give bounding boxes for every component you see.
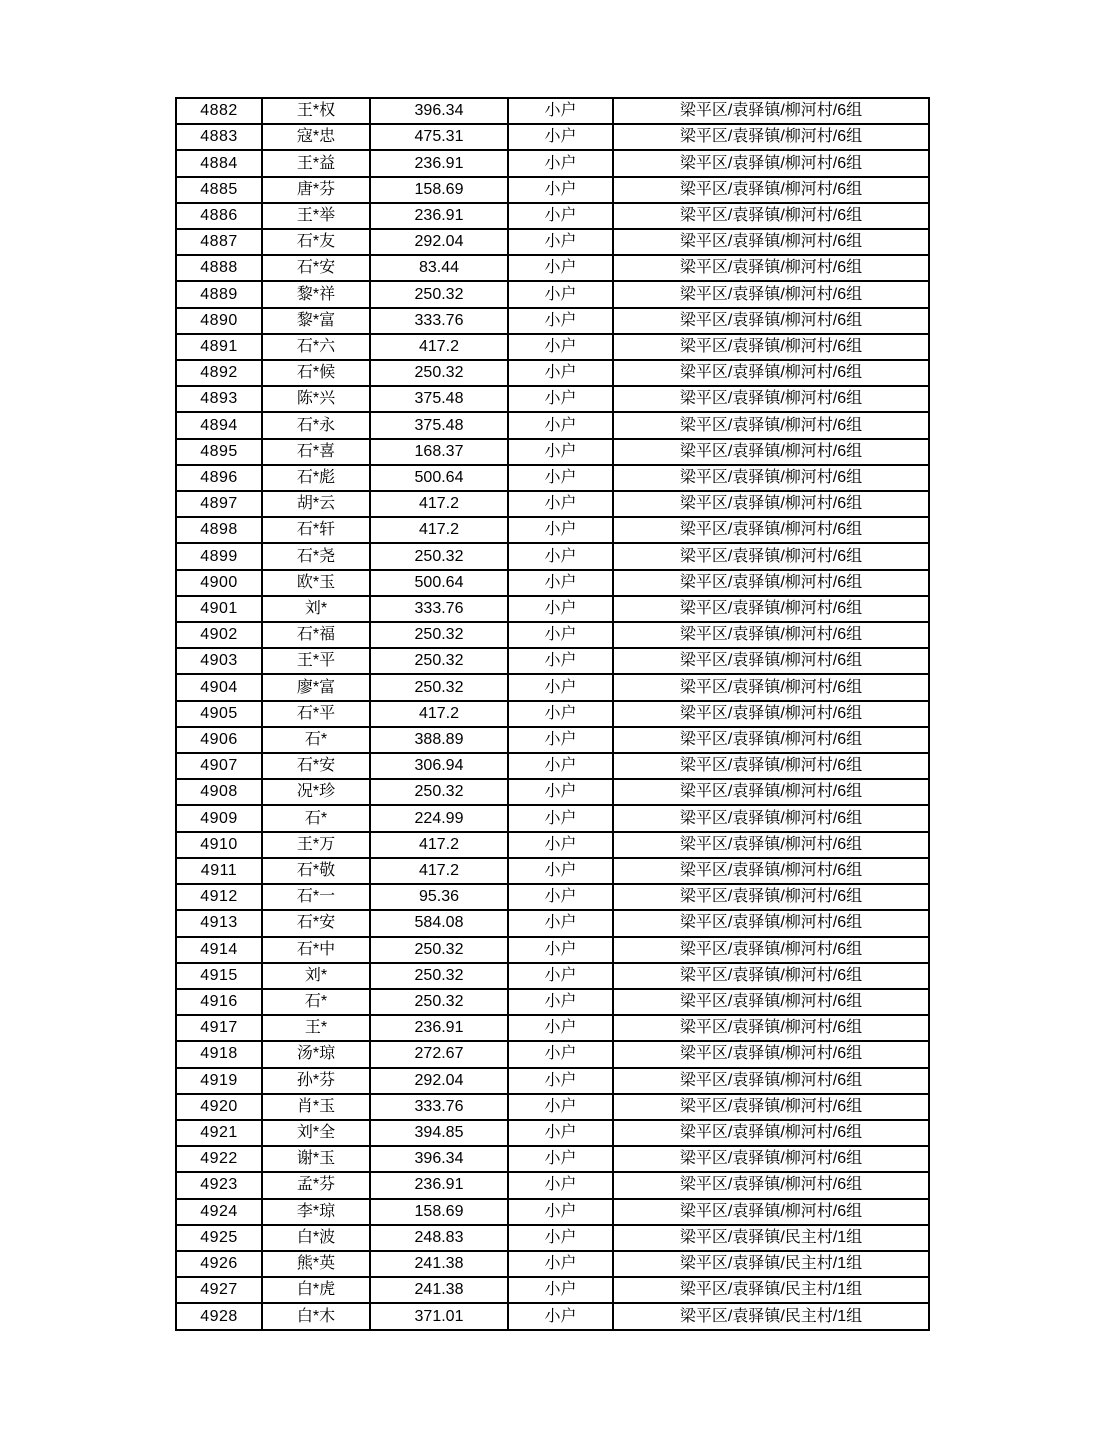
table-row (176, 674, 929, 700)
cell-amount: 388.89 (370, 727, 508, 753)
cell-id: 4919 (176, 1068, 262, 1094)
cell-amount: 95.36 (370, 884, 508, 910)
cell-location: 梁平区/袁驿镇/柳河村/6组 (613, 701, 929, 727)
cell-name: 谢*玉 (262, 1146, 370, 1172)
cell-location: 梁平区/袁驿镇/柳河村/6组 (613, 150, 929, 176)
cell-id: 4902 (176, 622, 262, 648)
cell-location: 梁平区/袁驿镇/柳河村/6组 (613, 753, 929, 779)
cell-type: 小户 (508, 150, 613, 176)
cell-location: 梁平区/袁驿镇/柳河村/6组 (613, 308, 929, 334)
cell-id: 4921 (176, 1120, 262, 1146)
cell-type: 小户 (508, 1146, 613, 1172)
cell-location: 梁平区/袁驿镇/柳河村/6组 (613, 910, 929, 936)
table-row (176, 1225, 929, 1251)
cell-name: 石*安 (262, 910, 370, 936)
cell-location: 梁平区/袁驿镇/柳河村/6组 (613, 858, 929, 884)
cell-amount: 250.32 (370, 779, 508, 805)
cell-name: 石*喜 (262, 439, 370, 465)
cell-location: 梁平区/袁驿镇/柳河村/6组 (613, 1094, 929, 1120)
table-row (176, 963, 929, 989)
cell-type: 小户 (508, 334, 613, 360)
cell-type: 小户 (508, 622, 613, 648)
cell-amount: 241.38 (370, 1251, 508, 1277)
cell-id: 4925 (176, 1225, 262, 1251)
cell-name: 刘* (262, 963, 370, 989)
cell-id: 4910 (176, 832, 262, 858)
cell-name: 唐*芬 (262, 177, 370, 203)
cell-location: 梁平区/袁驿镇/柳河村/6组 (613, 203, 929, 229)
table-row (176, 1094, 929, 1120)
cell-location: 梁平区/袁驿镇/柳河村/6组 (613, 386, 929, 412)
cell-type: 小户 (508, 1303, 613, 1330)
cell-amount: 417.2 (370, 832, 508, 858)
cell-name: 白*木 (262, 1303, 370, 1330)
cell-name: 石*安 (262, 255, 370, 281)
table-row (176, 910, 929, 936)
cell-amount: 371.01 (370, 1303, 508, 1330)
cell-amount: 83.44 (370, 255, 508, 281)
cell-amount: 417.2 (370, 517, 508, 543)
cell-type: 小户 (508, 1199, 613, 1225)
cell-amount: 236.91 (370, 1172, 508, 1198)
table-row (176, 570, 929, 596)
cell-name: 王*权 (262, 98, 370, 124)
cell-id: 4894 (176, 412, 262, 438)
table-row (176, 1120, 929, 1146)
cell-name: 寇*忠 (262, 124, 370, 150)
cell-id: 4905 (176, 701, 262, 727)
cell-type: 小户 (508, 1120, 613, 1146)
cell-location: 梁平区/袁驿镇/柳河村/6组 (613, 281, 929, 307)
cell-type: 小户 (508, 124, 613, 150)
cell-location: 梁平区/袁驿镇/柳河村/6组 (613, 177, 929, 203)
cell-type: 小户 (508, 308, 613, 334)
cell-amount: 250.32 (370, 360, 508, 386)
cell-type: 小户 (508, 98, 613, 124)
table-row (176, 1277, 929, 1303)
cell-location: 梁平区/袁驿镇/柳河村/6组 (613, 412, 929, 438)
table-row (176, 334, 929, 360)
cell-name: 石*尧 (262, 543, 370, 569)
cell-type: 小户 (508, 648, 613, 674)
table-row (176, 150, 929, 176)
cell-name: 石*友 (262, 229, 370, 255)
cell-name: 黎*富 (262, 308, 370, 334)
cell-type: 小户 (508, 753, 613, 779)
cell-type: 小户 (508, 543, 613, 569)
table-row (176, 701, 929, 727)
records-table-body (176, 98, 929, 1330)
table-row (176, 832, 929, 858)
cell-name: 孙*芬 (262, 1068, 370, 1094)
cell-type: 小户 (508, 858, 613, 884)
cell-type: 小户 (508, 1094, 613, 1120)
cell-location: 梁平区/袁驿镇/民主村/1组 (613, 1251, 929, 1277)
table-row (176, 203, 929, 229)
cell-name: 石*候 (262, 360, 370, 386)
cell-location: 梁平区/袁驿镇/柳河村/6组 (613, 779, 929, 805)
cell-amount: 250.32 (370, 963, 508, 989)
cell-location: 梁平区/袁驿镇/民主村/1组 (613, 1225, 929, 1251)
cell-location: 梁平区/袁驿镇/柳河村/6组 (613, 255, 929, 281)
table-row (176, 596, 929, 622)
cell-location: 梁平区/袁驿镇/民主村/1组 (613, 1303, 929, 1330)
cell-id: 4890 (176, 308, 262, 334)
cell-id: 4903 (176, 648, 262, 674)
cell-id: 4901 (176, 596, 262, 622)
table-row (176, 1068, 929, 1094)
cell-amount: 375.48 (370, 386, 508, 412)
cell-type: 小户 (508, 465, 613, 491)
table-row (176, 805, 929, 831)
cell-name: 李*琼 (262, 1199, 370, 1225)
cell-amount: 236.91 (370, 203, 508, 229)
cell-location: 梁平区/袁驿镇/柳河村/6组 (613, 727, 929, 753)
cell-name: 廖*富 (262, 674, 370, 700)
table-row (176, 465, 929, 491)
cell-amount: 158.69 (370, 177, 508, 203)
cell-amount: 250.32 (370, 543, 508, 569)
cell-amount: 333.76 (370, 1094, 508, 1120)
cell-type: 小户 (508, 1277, 613, 1303)
cell-amount: 236.91 (370, 150, 508, 176)
cell-amount: 396.34 (370, 98, 508, 124)
cell-id: 4928 (176, 1303, 262, 1330)
cell-id: 4909 (176, 805, 262, 831)
table-row (176, 1303, 929, 1330)
table-row (176, 360, 929, 386)
table-row (176, 1199, 929, 1225)
cell-id: 4887 (176, 229, 262, 255)
cell-type: 小户 (508, 596, 613, 622)
cell-amount: 248.83 (370, 1225, 508, 1251)
cell-amount: 394.85 (370, 1120, 508, 1146)
table-row (176, 308, 929, 334)
cell-type: 小户 (508, 674, 613, 700)
cell-name: 石*六 (262, 334, 370, 360)
cell-id: 4920 (176, 1094, 262, 1120)
cell-id: 4906 (176, 727, 262, 753)
table-row (176, 648, 929, 674)
cell-id: 4884 (176, 150, 262, 176)
cell-location: 梁平区/袁驿镇/柳河村/6组 (613, 465, 929, 491)
cell-type: 小户 (508, 1225, 613, 1251)
table-row (176, 727, 929, 753)
table-row (176, 858, 929, 884)
cell-type: 小户 (508, 937, 613, 963)
cell-location: 梁平区/袁驿镇/柳河村/6组 (613, 832, 929, 858)
cell-name: 刘* (262, 596, 370, 622)
cell-type: 小户 (508, 1172, 613, 1198)
cell-id: 4916 (176, 989, 262, 1015)
cell-type: 小户 (508, 727, 613, 753)
cell-location: 梁平区/袁驿镇/柳河村/6组 (613, 1146, 929, 1172)
cell-amount: 500.64 (370, 570, 508, 596)
table-row (176, 543, 929, 569)
cell-amount: 475.31 (370, 124, 508, 150)
table-row (176, 255, 929, 281)
cell-type: 小户 (508, 229, 613, 255)
cell-name: 肖*玉 (262, 1094, 370, 1120)
table-row (176, 753, 929, 779)
cell-name: 胡*云 (262, 491, 370, 517)
cell-location: 梁平区/袁驿镇/柳河村/6组 (613, 98, 929, 124)
cell-name: 黎*祥 (262, 281, 370, 307)
cell-location: 梁平区/袁驿镇/柳河村/6组 (613, 805, 929, 831)
records-table-container (175, 97, 930, 1331)
cell-name: 石*轩 (262, 517, 370, 543)
cell-amount: 375.48 (370, 412, 508, 438)
table-row (176, 177, 929, 203)
cell-name: 况*珍 (262, 779, 370, 805)
table-row (176, 1146, 929, 1172)
table-row (176, 1041, 929, 1067)
table-row (176, 124, 929, 150)
cell-location: 梁平区/袁驿镇/柳河村/6组 (613, 1041, 929, 1067)
cell-location: 梁平区/袁驿镇/柳河村/6组 (613, 989, 929, 1015)
cell-id: 4895 (176, 439, 262, 465)
cell-location: 梁平区/袁驿镇/柳河村/6组 (613, 124, 929, 150)
cell-id: 4899 (176, 543, 262, 569)
cell-location: 梁平区/袁驿镇/柳河村/6组 (613, 937, 929, 963)
cell-name: 石*平 (262, 701, 370, 727)
cell-id: 4889 (176, 281, 262, 307)
cell-amount: 333.76 (370, 308, 508, 334)
cell-type: 小户 (508, 517, 613, 543)
cell-amount: 584.08 (370, 910, 508, 936)
cell-id: 4891 (176, 334, 262, 360)
cell-location: 梁平区/袁驿镇/柳河村/6组 (613, 570, 929, 596)
cell-location: 梁平区/袁驿镇/柳河村/6组 (613, 1172, 929, 1198)
cell-name: 王* (262, 1015, 370, 1041)
cell-name: 石* (262, 805, 370, 831)
cell-type: 小户 (508, 832, 613, 858)
cell-name: 石*敬 (262, 858, 370, 884)
cell-name: 石* (262, 989, 370, 1015)
cell-id: 4886 (176, 203, 262, 229)
cell-id: 4912 (176, 884, 262, 910)
cell-amount: 224.99 (370, 805, 508, 831)
cell-type: 小户 (508, 491, 613, 517)
cell-id: 4915 (176, 963, 262, 989)
cell-amount: 333.76 (370, 596, 508, 622)
cell-amount: 417.2 (370, 334, 508, 360)
cell-type: 小户 (508, 203, 613, 229)
cell-location: 梁平区/袁驿镇/柳河村/6组 (613, 596, 929, 622)
cell-location: 梁平区/袁驿镇/柳河村/6组 (613, 360, 929, 386)
table-row (176, 622, 929, 648)
cell-location: 梁平区/袁驿镇/柳河村/6组 (613, 229, 929, 255)
cell-id: 4888 (176, 255, 262, 281)
cell-id: 4883 (176, 124, 262, 150)
cell-id: 4918 (176, 1041, 262, 1067)
cell-type: 小户 (508, 177, 613, 203)
cell-type: 小户 (508, 570, 613, 596)
cell-id: 4898 (176, 517, 262, 543)
table-row (176, 517, 929, 543)
cell-amount: 250.32 (370, 937, 508, 963)
cell-type: 小户 (508, 386, 613, 412)
cell-type: 小户 (508, 963, 613, 989)
cell-name: 白*虎 (262, 1277, 370, 1303)
cell-id: 4882 (176, 98, 262, 124)
cell-amount: 417.2 (370, 858, 508, 884)
table-row (176, 491, 929, 517)
cell-id: 4913 (176, 910, 262, 936)
cell-type: 小户 (508, 1015, 613, 1041)
cell-amount: 306.94 (370, 753, 508, 779)
cell-id: 4917 (176, 1015, 262, 1041)
cell-name: 王*万 (262, 832, 370, 858)
cell-amount: 241.38 (370, 1277, 508, 1303)
cell-id: 4911 (176, 858, 262, 884)
cell-location: 梁平区/袁驿镇/柳河村/6组 (613, 622, 929, 648)
cell-amount: 250.32 (370, 989, 508, 1015)
cell-name: 石* (262, 727, 370, 753)
cell-type: 小户 (508, 281, 613, 307)
cell-type: 小户 (508, 779, 613, 805)
cell-location: 梁平区/袁驿镇/柳河村/6组 (613, 1199, 929, 1225)
cell-amount: 292.04 (370, 229, 508, 255)
cell-id: 4926 (176, 1251, 262, 1277)
cell-id: 4927 (176, 1277, 262, 1303)
cell-type: 小户 (508, 412, 613, 438)
cell-amount: 272.67 (370, 1041, 508, 1067)
table-row (176, 779, 929, 805)
cell-type: 小户 (508, 701, 613, 727)
table-row (176, 412, 929, 438)
cell-name: 熊*英 (262, 1251, 370, 1277)
cell-location: 梁平区/袁驿镇/柳河村/6组 (613, 491, 929, 517)
cell-amount: 236.91 (370, 1015, 508, 1041)
cell-location: 梁平区/袁驿镇/柳河村/6组 (613, 1015, 929, 1041)
cell-id: 4914 (176, 937, 262, 963)
cell-type: 小户 (508, 1251, 613, 1277)
cell-type: 小户 (508, 989, 613, 1015)
cell-location: 梁平区/袁驿镇/柳河村/6组 (613, 543, 929, 569)
cell-type: 小户 (508, 255, 613, 281)
table-row (176, 229, 929, 255)
records-table (175, 97, 930, 1331)
cell-amount: 250.32 (370, 622, 508, 648)
cell-id: 4924 (176, 1199, 262, 1225)
cell-amount: 250.32 (370, 648, 508, 674)
cell-location: 梁平区/袁驿镇/柳河村/6组 (613, 884, 929, 910)
cell-amount: 168.37 (370, 439, 508, 465)
cell-name: 石*安 (262, 753, 370, 779)
table-row (176, 884, 929, 910)
cell-id: 4885 (176, 177, 262, 203)
cell-id: 4922 (176, 1146, 262, 1172)
table-row (176, 937, 929, 963)
cell-location: 梁平区/袁驿镇/柳河村/6组 (613, 439, 929, 465)
cell-amount: 158.69 (370, 1199, 508, 1225)
table-row (176, 989, 929, 1015)
cell-name: 石*福 (262, 622, 370, 648)
cell-name: 陈*兴 (262, 386, 370, 412)
cell-name: 王*平 (262, 648, 370, 674)
cell-location: 梁平区/袁驿镇/柳河村/6组 (613, 334, 929, 360)
cell-name: 王*益 (262, 150, 370, 176)
cell-name: 白*波 (262, 1225, 370, 1251)
cell-amount: 417.2 (370, 701, 508, 727)
cell-amount: 250.32 (370, 281, 508, 307)
cell-type: 小户 (508, 884, 613, 910)
cell-name: 石*彪 (262, 465, 370, 491)
cell-type: 小户 (508, 1068, 613, 1094)
cell-id: 4907 (176, 753, 262, 779)
cell-id: 4923 (176, 1172, 262, 1198)
cell-location: 梁平区/袁驿镇/柳河村/6组 (613, 963, 929, 989)
cell-type: 小户 (508, 439, 613, 465)
cell-location: 梁平区/袁驿镇/柳河村/6组 (613, 674, 929, 700)
cell-id: 4892 (176, 360, 262, 386)
table-row (176, 1172, 929, 1198)
cell-location: 梁平区/袁驿镇/柳河村/6组 (613, 517, 929, 543)
cell-type: 小户 (508, 805, 613, 831)
cell-amount: 292.04 (370, 1068, 508, 1094)
cell-location: 梁平区/袁驿镇/民主村/1组 (613, 1277, 929, 1303)
cell-id: 4897 (176, 491, 262, 517)
cell-amount: 417.2 (370, 491, 508, 517)
cell-amount: 250.32 (370, 674, 508, 700)
table-row (176, 281, 929, 307)
cell-amount: 500.64 (370, 465, 508, 491)
cell-id: 4900 (176, 570, 262, 596)
cell-name: 石*一 (262, 884, 370, 910)
cell-amount: 396.34 (370, 1146, 508, 1172)
cell-name: 汤*琼 (262, 1041, 370, 1067)
cell-location: 梁平区/袁驿镇/柳河村/6组 (613, 648, 929, 674)
cell-id: 4904 (176, 674, 262, 700)
cell-type: 小户 (508, 1041, 613, 1067)
cell-name: 孟*芬 (262, 1172, 370, 1198)
table-row (176, 1015, 929, 1041)
cell-id: 4893 (176, 386, 262, 412)
cell-id: 4908 (176, 779, 262, 805)
cell-id: 4896 (176, 465, 262, 491)
cell-location: 梁平区/袁驿镇/柳河村/6组 (613, 1068, 929, 1094)
cell-location: 梁平区/袁驿镇/柳河村/6组 (613, 1120, 929, 1146)
table-row (176, 439, 929, 465)
cell-name: 石*中 (262, 937, 370, 963)
cell-type: 小户 (508, 360, 613, 386)
table-row (176, 386, 929, 412)
cell-name: 刘*全 (262, 1120, 370, 1146)
cell-name: 欧*玉 (262, 570, 370, 596)
cell-name: 王*举 (262, 203, 370, 229)
table-row (176, 98, 929, 124)
cell-type: 小户 (508, 910, 613, 936)
cell-name: 石*永 (262, 412, 370, 438)
table-row (176, 1251, 929, 1277)
